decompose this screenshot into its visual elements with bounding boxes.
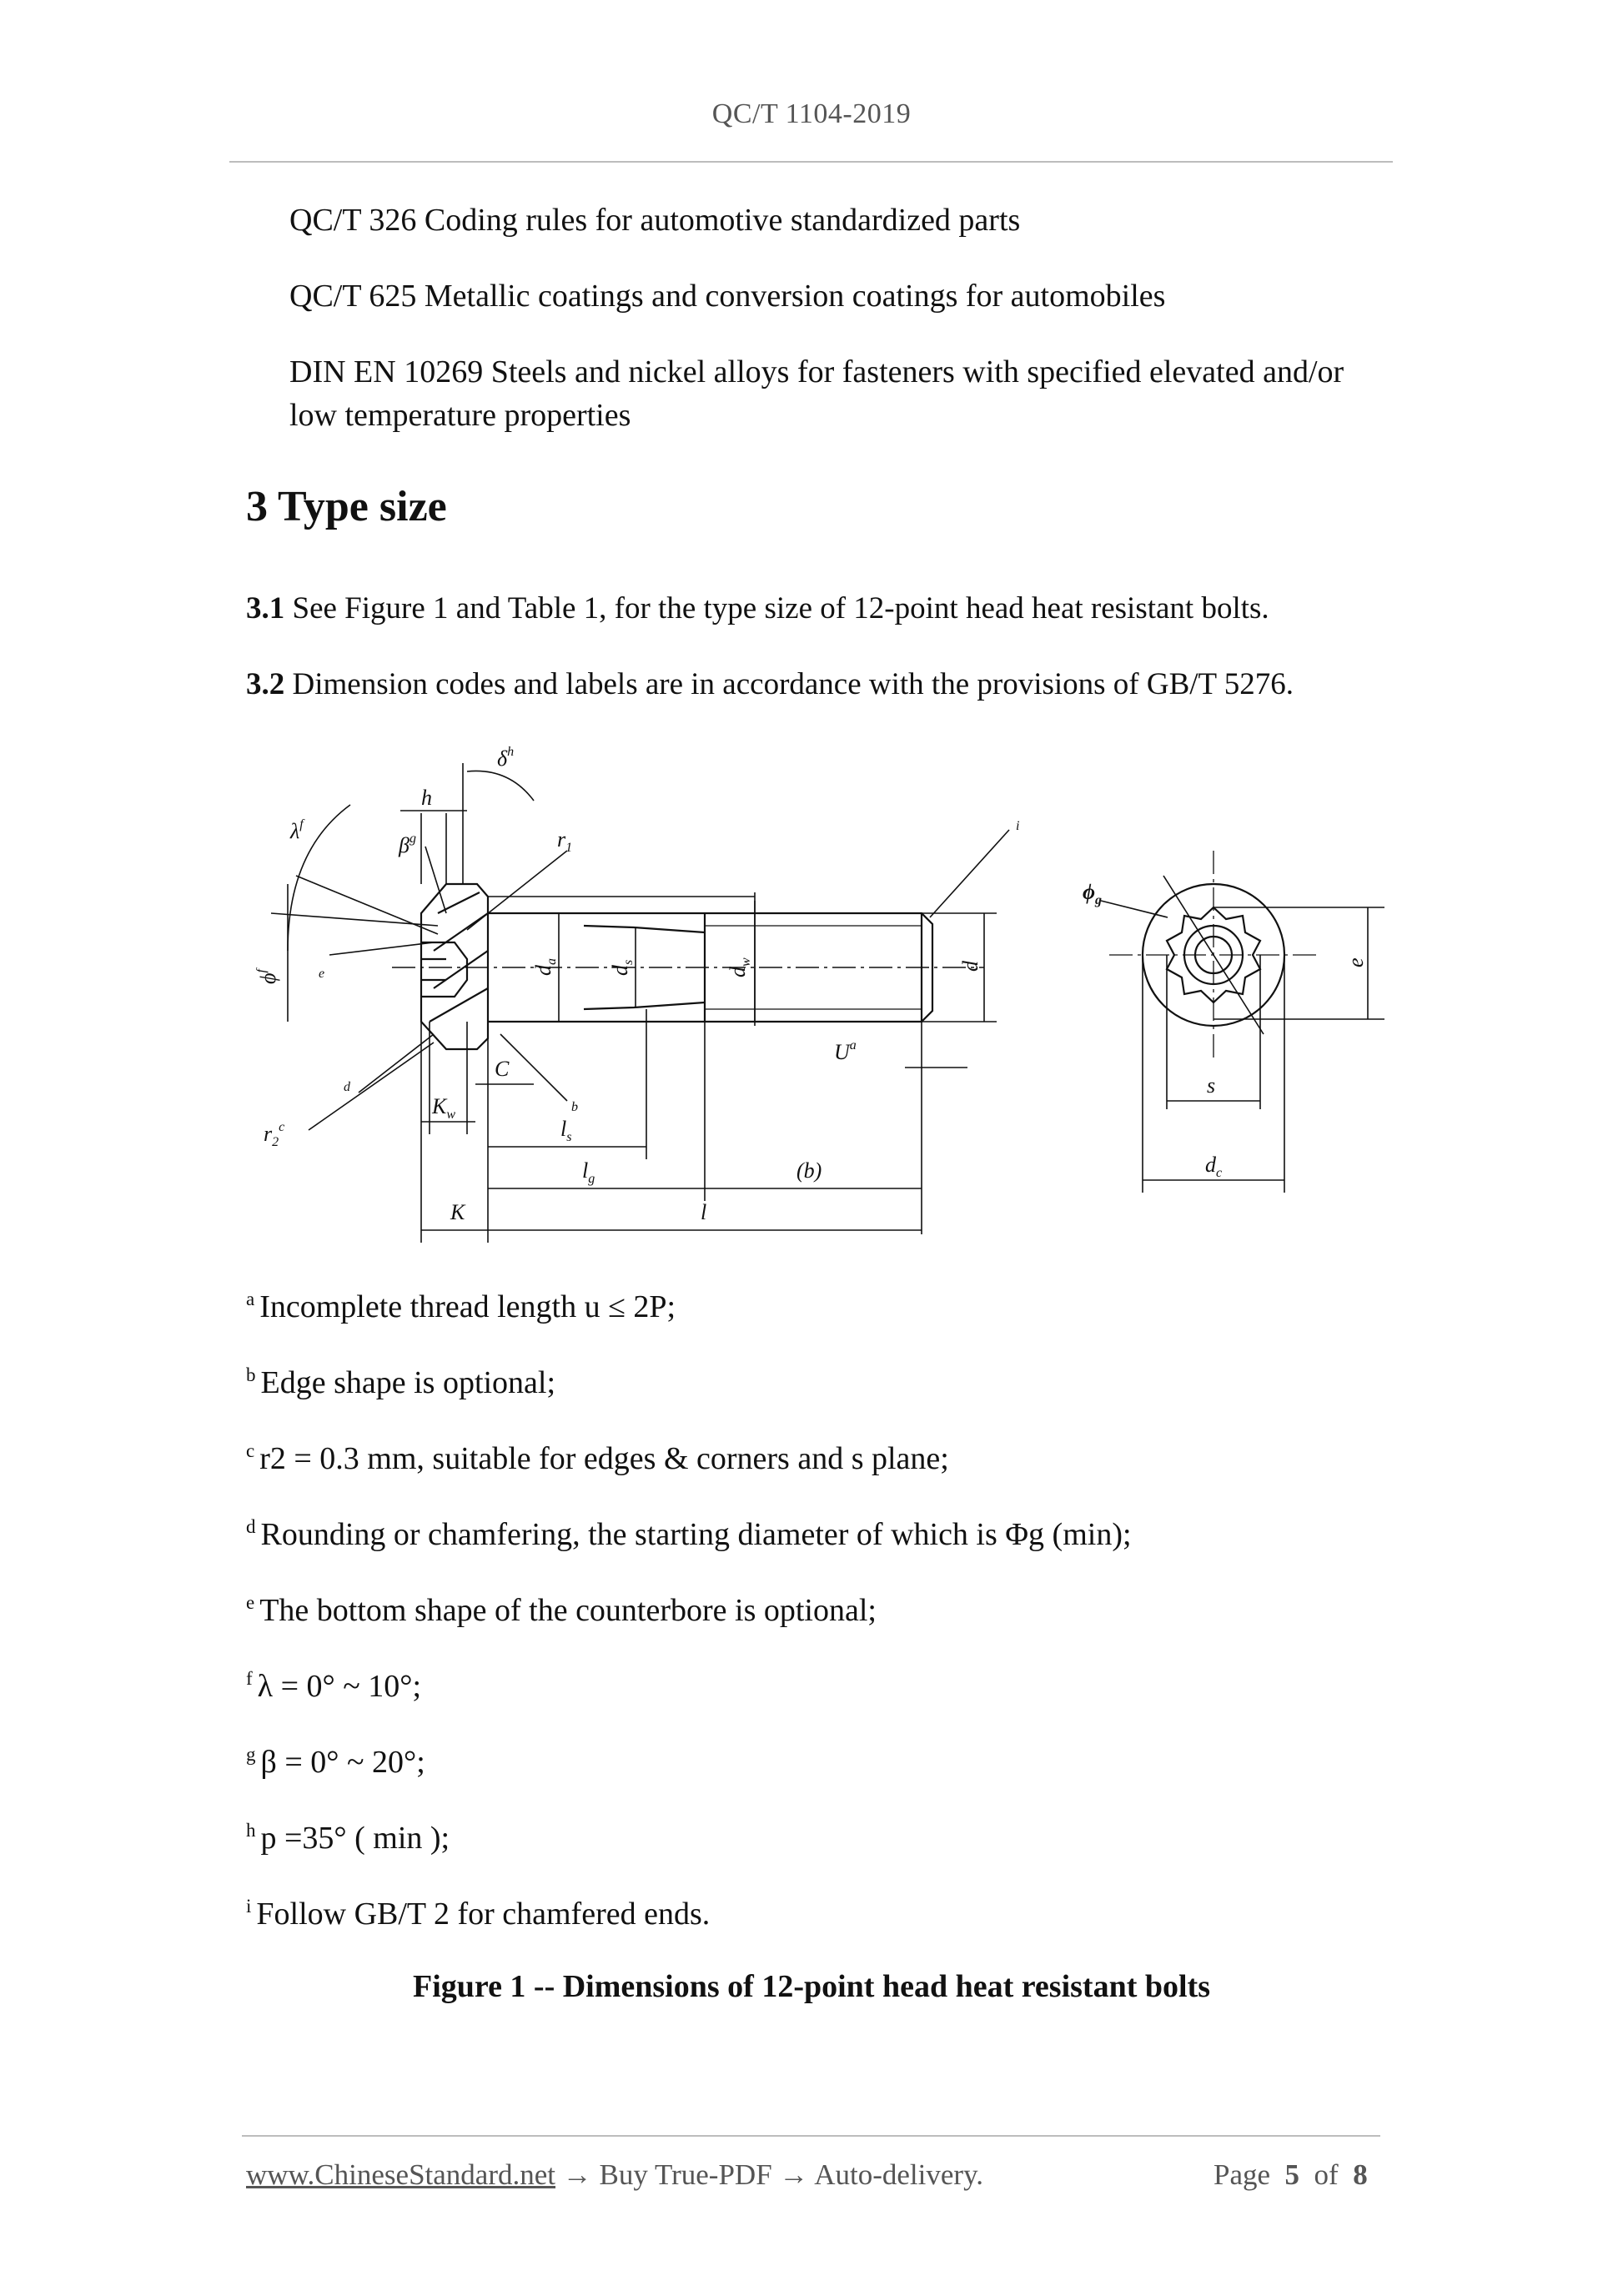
- label-l: l: [701, 1200, 707, 1224]
- footer-url-link[interactable]: www.ChineseStandard.net: [246, 2158, 555, 2191]
- label-dw: $d_w$: [726, 957, 753, 977]
- page-number: 5: [1284, 2158, 1300, 2191]
- reference-item: QC/T 326 Coding rules for automotive standardized parts: [289, 203, 1021, 238]
- figure-note: $^a$ Incomplete thread length u ≤ 2P;: [246, 1289, 676, 1324]
- end-view-dimensions: [1101, 876, 1384, 1193]
- figure-note: $^b$ Edge shape is optional;: [246, 1364, 556, 1400]
- page-total: 8: [1353, 2158, 1368, 2191]
- label-s: s: [1207, 1073, 1216, 1098]
- label-i-mark: i: [1016, 819, 1020, 833]
- label-lg: $l_g$: [582, 1158, 595, 1186]
- clause-text: Dimension codes and labels are in accordance with the provisions of GB/T 5276.: [284, 667, 1294, 701]
- section-heading: 3 Type size: [246, 483, 447, 530]
- reference-item: low temperature properties: [289, 398, 631, 433]
- label-lambda: $\lambda^f$: [290, 817, 304, 843]
- figure-caption: Figure 1 -- Dimensions of 12-point head heat resistant bolts: [412, 1969, 1210, 2004]
- reference-item: DIN EN 10269 Steels and nickel alloys for fasteners with specified elevated and/or: [289, 354, 1344, 389]
- footer-delivery-text: Auto-delivery.: [814, 2158, 984, 2191]
- label-r2: $r_2^c$: [264, 1120, 285, 1149]
- label-b-paren: (b): [796, 1158, 822, 1183]
- label-phi-right: $\phi_g$: [1083, 880, 1103, 907]
- page-indicator: Page 5 of 8: [1213, 2158, 1368, 2191]
- figure-note: $^d$ Rounding or chamfering, the starting diameter of which is Φg (min);: [246, 1516, 1132, 1552]
- clause-number: 3.2: [246, 667, 285, 701]
- bolt-head: [421, 884, 488, 1049]
- label-ls: $l_s$: [560, 1117, 572, 1144]
- label-h: h: [421, 786, 432, 810]
- bolt-side-view: [392, 884, 984, 1049]
- figure-note: $^e$ The bottom shape of the counterbore is optional;: [246, 1592, 877, 1628]
- label-ds: $d_s$: [608, 959, 636, 976]
- label-r1: $r_1$: [557, 827, 573, 855]
- label-e-right: e: [1344, 957, 1368, 967]
- figure-note: $^c$ r2 = 0.3 mm, suitable for edges & corners and s plane;: [246, 1440, 949, 1476]
- label-d: d: [958, 961, 982, 972]
- footer-buy-text: → Buy True-PDF →: [555, 2158, 815, 2191]
- label-U: $U^a$: [834, 1038, 857, 1064]
- label-b-mark: b: [571, 1100, 578, 1114]
- footer-link: [246, 2158, 983, 2192]
- figure-note: $^h$ p =35° ( min );: [246, 1820, 450, 1856]
- footer-rule: [242, 2135, 1380, 2137]
- label-dc: $d_c$: [1205, 1153, 1223, 1180]
- label-d-mark: d: [344, 1080, 350, 1094]
- reference-item: QC/T 625 Metallic coatings and conversion coatings for automobiles: [289, 279, 1166, 314]
- figure-note: $^i$ Follow GB/T 2 for chamfered ends.: [246, 1896, 711, 1932]
- document-header: QC/T 1104-2019: [711, 98, 912, 129]
- label-K: K: [450, 1200, 465, 1224]
- clause-text: See Figure 1 and Table 1, for the type size of 12-point head heat resistant bolts.: [284, 591, 1269, 625]
- label-Kw: $K_w$: [432, 1094, 456, 1122]
- dimension-lines: [271, 763, 1009, 1243]
- label-da: $d_a$: [531, 958, 559, 976]
- label-beta: $\beta^g$: [399, 831, 416, 857]
- label-e-mark: e: [319, 967, 325, 981]
- figure-note: $^g$ β = 0° ~ 20°;: [246, 1744, 425, 1780]
- label-phi-left: $\phi^f$: [254, 969, 280, 984]
- label-delta: $\delta^h$: [497, 745, 515, 771]
- label-C: C: [495, 1057, 510, 1081]
- clause-number: 3.1: [246, 591, 285, 625]
- figure-note: $^f$ λ = 0° ~ 10°;: [246, 1668, 422, 1704]
